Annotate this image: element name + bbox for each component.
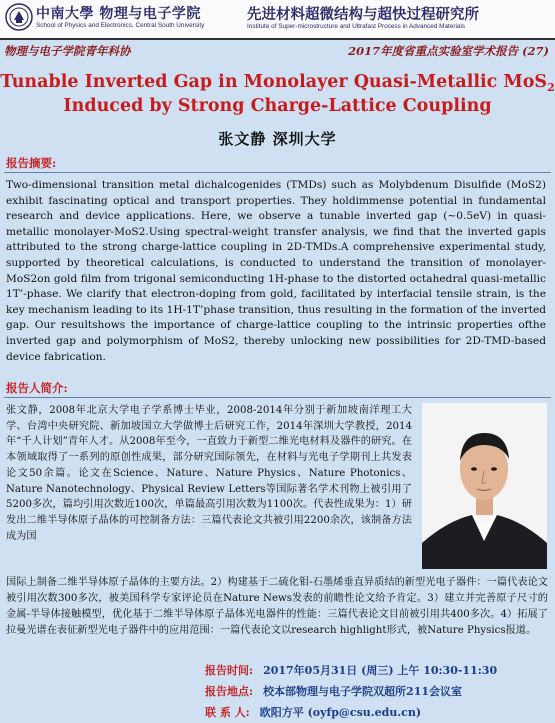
school-name-en: School of Physics and Electronics, Central South University <box>36 22 205 29</box>
bio-heading: 报告人简介: <box>6 381 68 395</box>
abstract-heading: 报告摘要: <box>6 156 57 170</box>
talk-title-text: Tunable Inverted Gap in Monolayer Quasi-Metallic MoS <box>0 72 548 92</box>
bio-text-part2: 国际上制备二维半导体原子晶体的主要方法。2）构建基于二硫化钼-石墨烯垂直异质结的新型光电子器件：一篇代表论文被引用次数300多次，被美国科学专家评论员在Nature News发表的前瞻性论文给予肯定。3）建立并完善原子尺寸的金属-半导体接触模型，优化基于二维半导体原子晶体光电器件的性能：三篇代表论文目前被引用共400多次。4）拓展了拉曼光谱在表征新型光电子器件中的应用范围：一篇代表论文以research highlight形式，被Nature Physics报道。 <box>6 577 548 636</box>
talk-time-value: 2017年05月31日 (周三) 上午 10:30-11:30 <box>263 664 498 677</box>
talk-title-subscript: 2 <box>547 81 555 94</box>
talk-place-label: 报告地点: <box>205 685 254 698</box>
institute-name-cn: 先进材料超微结构与超快过程研究所 <box>247 6 479 23</box>
header-bar <box>0 0 555 38</box>
university-logo-icon <box>5 3 33 31</box>
series-report-number: 2017年度省重点实验室学术报告 (27) <box>348 44 549 58</box>
contact-label: 联 系 人: <box>205 706 250 719</box>
talk-time-label: 报告时间: <box>205 664 254 677</box>
bio-divider <box>4 397 551 398</box>
talk-title-line1 <box>0 72 555 98</box>
abstract-divider <box>4 172 551 173</box>
institute-name-en: Institute of Super-microstructure and Ultrafast Process in Advanced Materials <box>247 23 466 30</box>
header-divider <box>0 38 555 40</box>
talk-place-row <box>205 683 462 699</box>
speaker-name-affiliation: 张文静 深圳大学 <box>218 130 337 148</box>
abstract-text: Two-dimensional transition metal dichalcogenides (TMDs) such as Molybdenum Disulfide (MoS2) exhibit fascinating optical and transport properties. They holdimmense potential in fundamental research and device applications. Here, we observe a tunable inverted gap (~0.5eV) in quasi-metallic monolayer-MoS2.Using spectral-weight transfer analysis, we find that the inverted gapis attributed to the strong charge-lattice coupling in 2D-TMDs.A comprehensive experimental study, supported by theoretical calculations, is conducted to understand the transition of monolayer-MoS2on gold film from trigonal semiconducting 1H-phase to the distorted octahedral quasi-metallic 1T’-phase. We clarify that electron-doping from gold, facilitated by interfacial tensile strain, is the key mechanism leading to its 1H-1T’phase transition, thus resulting in the formation of the inverted gap. Our resultshows the importance of charge-lattice coupling to the intrinsic properties ofthe inverted gap and polymorphism of MoS2, thereby unlocking new possibilities for 2D-TMD-based device fabrication. <box>6 179 546 363</box>
talk-place-value: 校本部物理与电子学院双超所211会议室 <box>263 685 463 698</box>
talk-time-row <box>205 662 497 678</box>
contact-row <box>205 704 421 720</box>
bio-text-part1: 张文静，2008年北京大学电子学系博士毕业，2008-2014年分别于新加坡南洋理工大学、台湾中央研究院、新加坡国立大学做博士后研究工作，2014年深圳大学教授，2014年“千人计划”青年人才。从2008年至今，一直致力于新型二维光电材料及器件的研究。在本领域取得了一系列的原创性成果，部分研究国际领先，在材料与光电子学期刊上共发表论文50余篇。论文在Science、Nature、Nature Physics、Nature Photonics、Nature Nanotechnology、Physical Review Letters等国际著名学术刊物上被引用了5200多次，篇均引用次数近100次，单篇最高引用次数为1100次。代表性成果为：1）研发出二维半导体原子晶体的可控制备方法：三篇代表论文共被引用2200余次，该制备方法成为国 <box>6 405 412 542</box>
speaker-photo <box>422 403 547 569</box>
school-name-cn: 中南大學 物理与电子学院 <box>36 6 201 22</box>
contact-value: 欧阳方平 (oyfp@csu.edu.cn) <box>259 706 422 719</box>
series-organizer: 物理与电子学院青年科协 <box>4 44 131 58</box>
talk-title-line2: Induced by Strong Charge-Lattice Coupling <box>63 96 492 116</box>
